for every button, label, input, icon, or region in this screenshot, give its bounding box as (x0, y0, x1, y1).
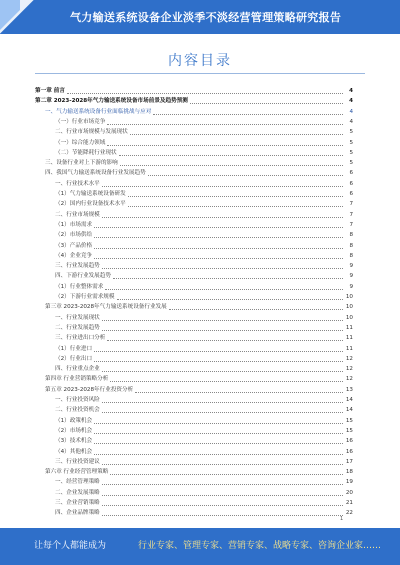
footer-slogan: 让每个人都能成为 (34, 541, 107, 551)
toc-heading: 内容目录 (168, 53, 232, 69)
toc-entry-label: （4）企业竞争 (55, 252, 93, 259)
toc-entry-label: （1）气力输送系统设备研发 (55, 191, 126, 197)
toc-entry-label: 第二章 2023-2028年气力输送系统设备市场前景及趋势预测 (35, 98, 188, 105)
toc-entry-page: 5 (349, 139, 353, 146)
toc-entry[interactable] (0, 282, 400, 291)
toc-entry-label: 第六章 行业经营管理策略 (45, 469, 109, 476)
toc-leader-dots (102, 495, 343, 496)
toc-entry-page: 4 (349, 88, 353, 94)
heading-divider (35, 73, 365, 74)
toc-entry-label: （2）国内行业设备技术水平 (55, 201, 126, 208)
toc-entry-label: （一）行业市场竞争 (55, 118, 106, 125)
toc-entry-page: 8 (349, 232, 353, 239)
toc-entry[interactable] (0, 354, 400, 363)
toc-entry-label: （2）行业出口 (55, 355, 93, 362)
toc-entry[interactable] (0, 426, 400, 435)
toc-entry-page: 10 (345, 294, 353, 300)
toc-leader-dots (102, 484, 343, 485)
toc-leader-dots (94, 258, 343, 259)
toc-entry-page: 12 (345, 366, 353, 373)
toc-leader-dots (94, 227, 343, 228)
toc-entry-page: 11 (345, 345, 353, 352)
toc-entry-label: （二）节能降耗行业现状 (55, 149, 117, 156)
toc-entry-label: 二、行业市场规模与发展现状 (55, 129, 128, 136)
toc-entry-page: 14 (345, 407, 353, 414)
toc-entry[interactable] (0, 230, 400, 239)
toc-entry-page: 19 (345, 479, 353, 486)
toc-entry-label: 一、气力输送系统设备行业面临挑战与应对 (45, 108, 152, 115)
toc-leader-dots (102, 464, 343, 465)
toc-entry-label: 二、行业市场规模 (55, 211, 100, 218)
toc-entry-page: 5 (349, 149, 353, 156)
toc-leader-dots (94, 423, 343, 424)
toc-entry-page: 4 (349, 118, 353, 125)
toc-entry[interactable] (0, 158, 400, 167)
toc-entry[interactable] (0, 333, 400, 342)
toc-entry-page: 17 (345, 458, 353, 465)
toc-leader-dots (102, 412, 343, 413)
toc-leader-dots (190, 103, 343, 104)
toc-entry-label: （一）综合能力领域 (55, 139, 106, 146)
toc-entry-label: 三、行业发展趋势 (55, 263, 100, 270)
toc-entry-page: 11 (345, 335, 353, 342)
toc-entry-page: 10 (345, 304, 353, 311)
toc-leader-dots (102, 371, 343, 372)
toc-entry-page: 16 (345, 448, 353, 455)
page-number: 1 (340, 516, 344, 522)
toc-leader-dots (102, 505, 343, 506)
toc-entry-page: 9 (349, 273, 353, 280)
toc-leader-dots (102, 186, 343, 187)
toc-entry-label: 四、下游行业发展趋势 (55, 273, 111, 280)
toc-entry-label: 一、行业发展现状 (55, 314, 100, 321)
toc-entry-label: 四、行业重点企业 (55, 366, 100, 373)
toc-entry-label: 第五章 2023-2028年行业投资分析 (45, 386, 134, 393)
toc-leader-dots (128, 206, 343, 207)
toc-leader-dots (102, 515, 343, 516)
toc-entry-label: （2）下游行业需求规模 (55, 294, 115, 300)
toc-leader-dots (135, 392, 343, 393)
toc-entry[interactable] (0, 107, 400, 116)
toc-entry-page: 20 (345, 489, 353, 496)
toc-entry-label: 一、经营管理策略 (55, 479, 100, 486)
toc-entry-page: 21 (345, 500, 353, 506)
toc-entry[interactable] (0, 457, 400, 466)
toc-entry[interactable] (0, 210, 400, 219)
toc-entry-label: 三、行业投资建议 (55, 458, 100, 465)
toc-leader-dots (169, 309, 343, 310)
toc-entry-page: 7 (349, 221, 353, 228)
toc-entry[interactable] (0, 477, 400, 486)
toc-entry-page: 5 (349, 160, 353, 167)
toc-entry[interactable] (0, 220, 400, 229)
toc-leader-dots (102, 402, 343, 403)
toc-entry-page: 9 (349, 263, 353, 270)
toc-entry-label: （1）市场需求 (55, 221, 93, 228)
header-corner-accent (0, 0, 20, 34)
toc-entry-label: 第四章 行业营销策略分析 (45, 376, 109, 383)
toc-entry[interactable] (0, 385, 400, 394)
toc-entry-label: 第一章 前言 (35, 88, 65, 94)
toc-entry[interactable] (0, 199, 400, 208)
toc-leader-dots (102, 320, 343, 321)
toc-entry-label: （1）行业整体需求 (55, 283, 104, 290)
toc-entry[interactable] (0, 292, 400, 301)
toc-entry[interactable] (0, 251, 400, 260)
toc-entry-label: （2）市场供给 (55, 232, 93, 239)
toc-entry[interactable] (0, 189, 400, 198)
toc-leader-dots (67, 93, 343, 94)
toc-entry-page: 10 (345, 314, 353, 321)
toc-entry[interactable] (0, 323, 400, 332)
toc-leader-dots (113, 278, 343, 279)
toc-leader-dots (94, 454, 343, 455)
toc-leader-dots (153, 114, 343, 115)
toc-leader-dots (107, 145, 343, 146)
toc-entry-page: 11 (345, 324, 353, 331)
toc-entry-label: 四、我国气力输送系统设备行业发展趋势 (45, 170, 146, 177)
toc-entry-page: 18 (345, 469, 353, 476)
toc-leader-dots (128, 196, 343, 197)
toc-leader-dots (94, 237, 343, 238)
toc-entry-label: 四、企业品牌策略 (55, 510, 100, 517)
toc-entry-page: 5 (349, 129, 353, 136)
toc-leader-dots (94, 443, 343, 444)
toc-entry[interactable] (0, 148, 400, 157)
toc-entry[interactable] (0, 436, 400, 445)
toc-entry-label: 三、行业进出口分析 (55, 335, 106, 342)
toc-entry[interactable] (0, 241, 400, 250)
toc-entry[interactable] (0, 447, 400, 456)
toc-leader-dots (120, 165, 343, 166)
toc-leader-dots (94, 433, 343, 434)
toc-leader-dots (94, 361, 343, 362)
toc-entry[interactable] (0, 271, 400, 280)
toc-entry[interactable] (0, 395, 400, 404)
toc-entry[interactable] (0, 467, 400, 476)
toc-entry-page: 8 (349, 242, 353, 249)
toc-leader-dots (102, 330, 343, 331)
toc-entry-label: 三、企业营销策略 (55, 500, 100, 506)
table-of-contents (0, 86, 400, 516)
toc-entry-page: 4 (349, 108, 353, 115)
toc-entry-label: （1）行业进口 (55, 345, 93, 352)
toc-leader-dots (119, 155, 343, 156)
toc-entry-page: 15 (345, 427, 353, 434)
toc-entry-page: 6 (349, 180, 353, 187)
toc-entry-page: 12 (345, 355, 353, 362)
toc-leader-dots (107, 124, 343, 125)
toc-entry[interactable] (0, 488, 400, 497)
toc-entry-label: （1）政策机会 (55, 417, 93, 424)
toc-leader-dots (107, 340, 343, 341)
toc-entry-page: 16 (345, 438, 353, 445)
toc-leader-dots (102, 217, 343, 218)
toc-leader-dots (105, 289, 343, 290)
toc-entry[interactable] (0, 313, 400, 322)
report-title: 气力输送系统设备企业淡季不淡经营管理策略研究报告 (70, 11, 342, 24)
toc-entry[interactable] (0, 344, 400, 353)
toc-entry-label: （4）其他机会 (55, 448, 93, 455)
toc-entry[interactable] (0, 86, 400, 95)
toc-entry-page: 22 (345, 510, 353, 517)
toc-entry[interactable] (0, 96, 400, 105)
toc-entry-page: 7 (349, 201, 353, 208)
toc-entry-page: 13 (345, 386, 353, 393)
toc-entry-page: 8 (349, 252, 353, 259)
toc-entry-label: 三、设备行业对上下游的影响 (45, 160, 118, 167)
toc-entry-label: （3）产品价格 (55, 242, 93, 249)
toc-entry[interactable] (0, 374, 400, 383)
toc-entry[interactable] (0, 117, 400, 126)
toc-entry[interactable] (0, 179, 400, 188)
toc-entry-label: 第三章 2023-2028年气力输送系统设备行业发展 (45, 304, 167, 311)
toc-entry[interactable] (0, 302, 400, 311)
toc-leader-dots (110, 381, 343, 382)
toc-entry-page: 6 (349, 191, 353, 197)
toc-entry-page: 12 (345, 376, 353, 383)
toc-leader-dots (94, 248, 343, 249)
toc-entry-page: 6 (349, 170, 353, 177)
toc-leader-dots (130, 134, 343, 135)
toc-entry[interactable] (0, 498, 400, 507)
toc-entry-page: 9 (349, 283, 353, 290)
toc-entry[interactable] (0, 138, 400, 147)
toc-leader-dots (94, 351, 343, 352)
toc-entry-page: 14 (345, 397, 353, 403)
toc-entry[interactable] (0, 364, 400, 373)
toc-entry[interactable] (0, 168, 400, 177)
toc-leader-dots (102, 268, 343, 269)
toc-entry-label: 二、行业发展趋势 (55, 324, 100, 331)
toc-entry-label: 一、行业技术水平 (55, 180, 100, 187)
toc-entry[interactable] (0, 405, 400, 414)
footer-roles: 行业专家、管理专家、营销专家、战略专家、咨询企业家…… (138, 541, 382, 551)
toc-entry-page: 15 (345, 417, 353, 424)
toc-entry[interactable] (0, 127, 400, 136)
toc-entry-page: 7 (349, 211, 353, 218)
toc-entry[interactable] (0, 416, 400, 425)
toc-leader-dots (110, 474, 343, 475)
toc-entry[interactable] (0, 261, 400, 270)
toc-entry-label: （3）技术机会 (55, 438, 93, 445)
toc-leader-dots (148, 175, 343, 176)
toc-entry-label: 二、企业发展策略 (55, 489, 100, 496)
toc-leader-dots (117, 299, 344, 300)
toc-entry-label: 一、行业投资风险 (55, 397, 100, 403)
toc-entry-label: （2）市场机会 (55, 427, 93, 434)
toc-entry-label: 二、行业投资机会 (55, 407, 100, 414)
toc-entry-page: 4 (349, 98, 353, 105)
